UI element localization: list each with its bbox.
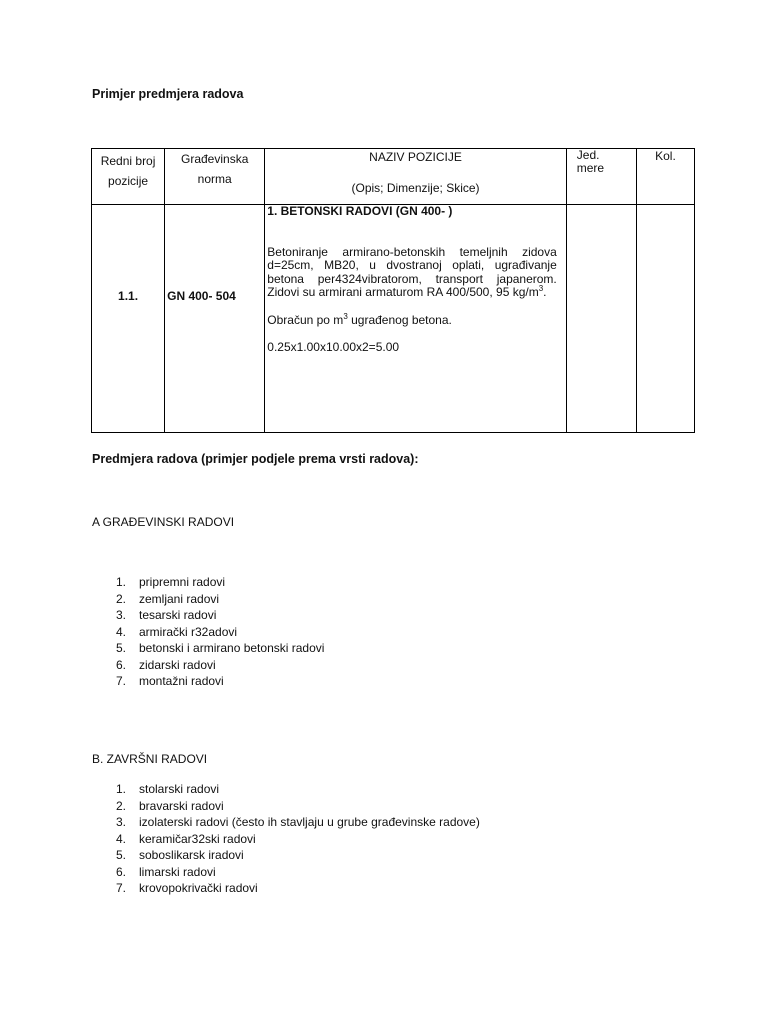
list-item [103, 574, 324, 591]
list-item-number: 5. [115, 641, 126, 655]
list-item-text: krovopokrivački radovi [139, 881, 258, 895]
list-item [103, 798, 480, 815]
cell-description [265, 205, 567, 433]
list-item-number: 4. [115, 624, 126, 639]
list-item [103, 673, 324, 690]
list-item-text: zemljani radovi [139, 591, 220, 606]
section-title: 1. BETONSKI RADOVI (GN 400- ) [267, 204, 453, 218]
table-header-row [92, 149, 695, 205]
header-naziv-pozicije: NAZIV POZICIJE (Opis; Dimenzije; Skice) [265, 149, 567, 205]
document-title: Primjer predmjera radova [92, 87, 244, 101]
list-item-text: keramičar32ski radovi [139, 831, 256, 846]
list-item-text: zidarski radovi [139, 657, 216, 672]
header-redni-broj: Redni broj pozicije [92, 149, 165, 205]
header-gradevinska-norma: Građevinska norma [165, 149, 265, 205]
list-item [103, 864, 480, 881]
list-item-number: 7. [115, 674, 126, 688]
section-a-title: A GRAĐEVINSKI RADOVI [92, 515, 235, 529]
description-text: Betoniranje armirano-betonskih temeljnih zidova d=25cm, MB20, u dvostranoj oplati, ugrađivanje betona per4324vibratorom, transport japanerom. Zidovi su armirani armaturom RA 400/500, 95 $kg/m^3$. [267, 244, 557, 299]
list-item [103, 880, 480, 897]
list-item-number: 5. [115, 848, 126, 862]
list-item-text: pripremni radovi [139, 575, 226, 589]
list-item-number: 4. [115, 831, 126, 846]
list-item-text: soboslikarsk iradovi [139, 848, 244, 862]
list-item-number: 7. [115, 881, 126, 895]
section-a-list [103, 574, 324, 690]
header-jed-mere: Jed. mere [566, 149, 636, 205]
header-kol: Kol. [636, 149, 694, 205]
calculation-label: Obračun po $m^3$ ugrađenog betona. [267, 311, 452, 327]
section-b-title: B. ZAVRŠNI RADOVI [92, 752, 208, 766]
list-item-text: montažni radovi [139, 674, 224, 688]
list-item-number: 2. [115, 591, 126, 606]
list-item-text: bravarski radovi [139, 798, 224, 813]
list-item-text: tesarski radovi [139, 608, 217, 622]
list-item-text: betonski i armirano betonski radovi [139, 641, 325, 655]
list-item [103, 831, 480, 848]
bill-of-quantities-table [91, 148, 695, 433]
section-b-list [103, 781, 480, 897]
list-item-number: 2. [115, 798, 126, 813]
list-item-text: armirački r32adovi [139, 624, 238, 639]
list-item-text: limarski radovi [139, 864, 216, 879]
cell-jed-mere [566, 205, 636, 433]
list-item-text: stolarski radovi [139, 782, 220, 796]
cell-norm: GN 400- 504 [165, 205, 265, 433]
list-item [103, 591, 324, 608]
list-item-number: 1. [115, 782, 126, 796]
list-item-number: 3. [115, 608, 126, 622]
section-heading: Predmjera radova (primjer podjele prema vrsti radova): [92, 452, 419, 466]
list-item [103, 657, 324, 674]
list-item-number: 1. [115, 575, 126, 589]
table-row [92, 205, 695, 433]
cell-kol [636, 205, 694, 433]
list-item-number: 6. [115, 657, 126, 672]
list-item [103, 847, 480, 864]
list-item [103, 624, 324, 641]
list-item [103, 607, 324, 624]
calculation-formula: 0.25x1.00x10.00x2=5.00 [267, 340, 400, 354]
list-item-number: 6. [115, 864, 126, 879]
list-item [103, 640, 324, 657]
list-item [103, 781, 480, 798]
list-item-text: izolaterski radovi (često ih stavljaju u grube građevinske radove) [139, 815, 480, 829]
list-item [103, 814, 480, 831]
list-item-number: 3. [115, 815, 126, 829]
cell-row-number: 1.1. [92, 205, 165, 433]
